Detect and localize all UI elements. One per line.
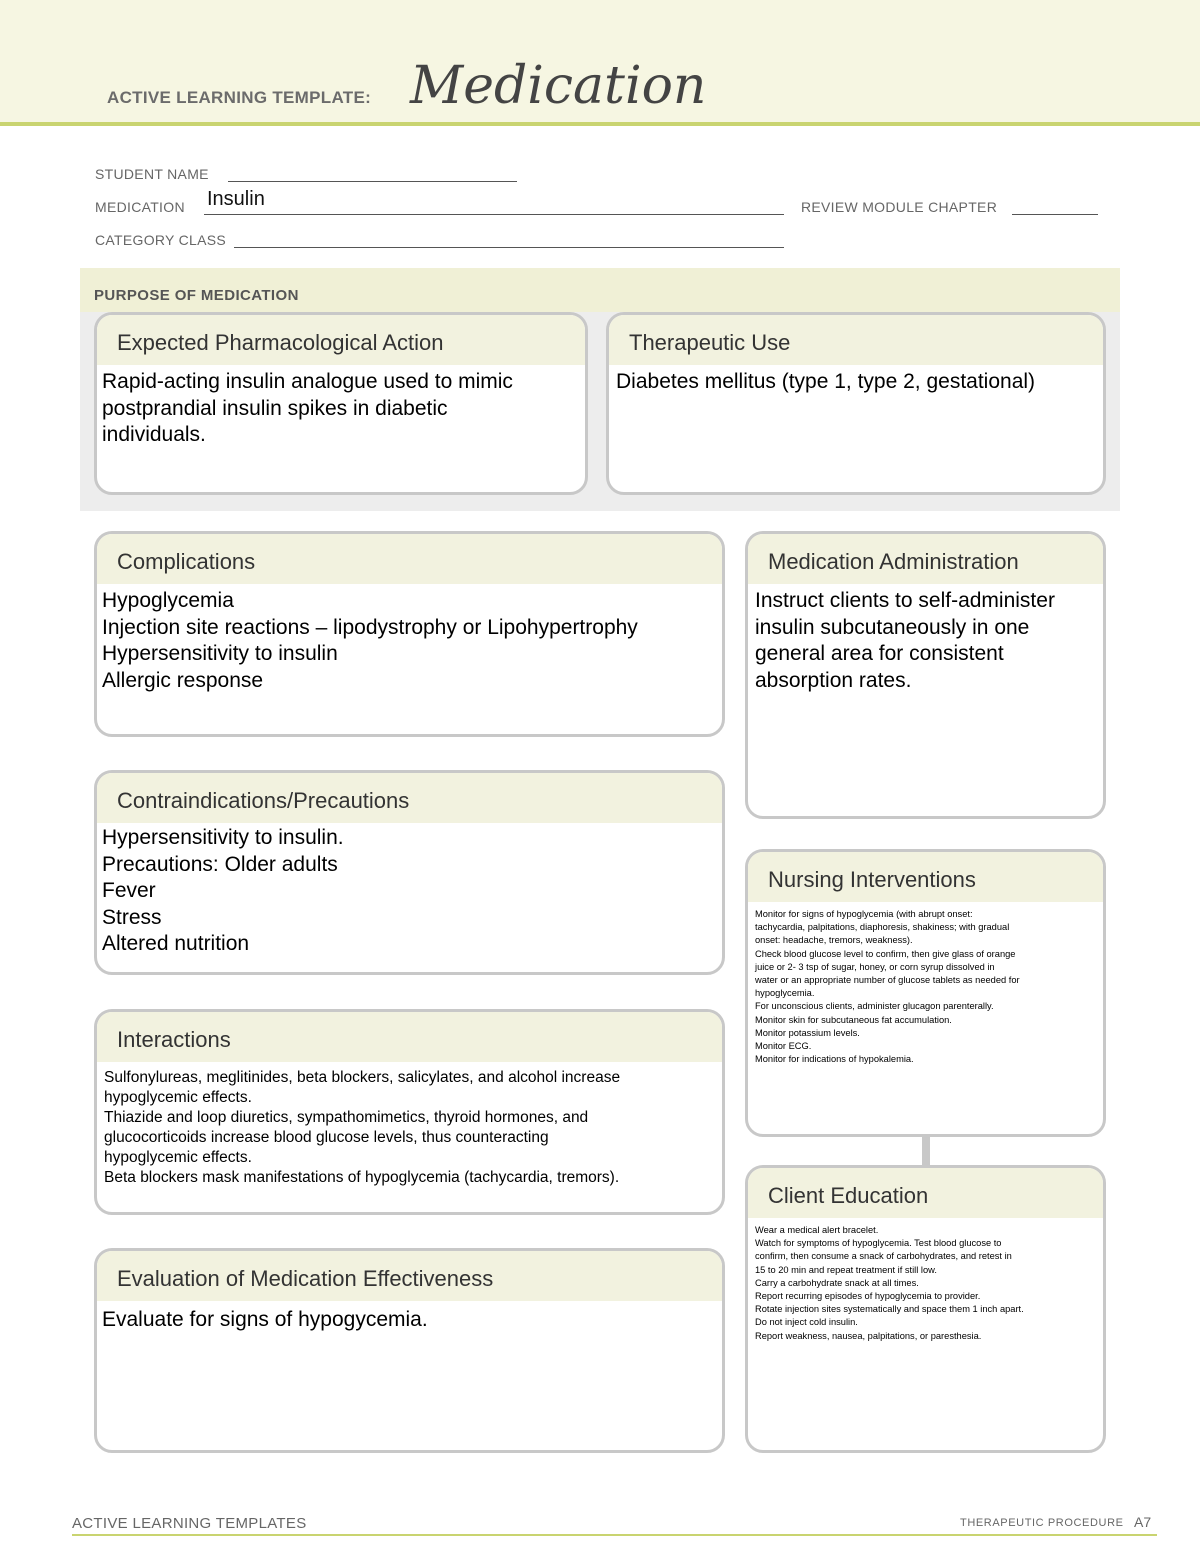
complications-title: Complications [97,534,722,584]
nursing-interventions-title: Nursing Interventions [748,852,1103,902]
text-line: juice or 2- 3 tsp of sugar, honey, or corn syrup dissolved in [755,961,995,972]
text-line: Report weakness, nausea, palpitations, or paresthesia. [755,1330,982,1341]
category-class-field[interactable] [234,247,784,248]
client-education-title: Client Education [748,1168,1103,1218]
administration-box [745,531,1106,819]
expected-action-text [102,369,581,449]
text-line: Beta blockers mask manifestations of hypoglycemia (tachycardia, tremors). [104,1169,620,1186]
nursing-interventions-text [755,908,1099,1066]
category-class-label: CATEGORY CLASS [95,232,227,248]
text-line: insulin subcutaneously in one [755,615,1030,639]
text-line: Wear a medical alert bracelet. [755,1225,879,1235]
text-line: Rapid-acting insulin analogue used to mimic [102,370,513,393]
text-line: Injection site reactions – lipodystrophy or Lipohypertrophy [102,615,638,639]
text-line: postprandial insulin spikes in diabetic [102,396,448,420]
purpose-label: PURPOSE OF MEDICATION [94,287,299,304]
text-line: Hypersensitivity to insulin [102,642,338,665]
text-line: Hypoglycemia [102,589,234,612]
text-line: Hypersensitivity to insulin. [102,826,344,849]
text-line: Sulfonylureas, meglitinides, beta blockers, salicylates, and alcohol increase [104,1069,621,1086]
text-line: 15 to 20 min and repeat treatment if still low. [755,1264,937,1275]
administration-title: Medication Administration [748,534,1103,584]
text-line: Altered nutrition [102,932,250,955]
text-line: Fever [102,879,156,902]
expected-action-title: Expected Pharmacological Action [97,315,585,365]
text-line: Monitor skin for subcutaneous fat accumulation. [755,1014,952,1025]
student-name-label: STUDENT NAME [95,166,209,182]
text-line: Evaluate for signs of hypogycemia. [102,1308,428,1331]
client-education-box [745,1165,1106,1453]
text-line: Precautions: Older adults [102,852,338,876]
text-line: Check blood glucose level to confirm, then give glass of orange [755,948,1016,959]
text-line: Allergic response [102,668,264,692]
text-line: Monitor for signs of hypoglycemia (with abrupt onset: [755,909,973,919]
text-line: Instruct clients to self-administer [755,589,1055,612]
text-line: Stress [102,905,162,929]
text-line: hypoglycemic effects. [104,1089,252,1106]
text-line: Diabetes mellitus (type 1, type 2, gestational) [616,370,1036,393]
evaluation-box [94,1248,725,1453]
contraindications-title: Contraindications/Precautions [97,773,722,823]
complications-box [94,531,725,737]
contraindications-text [102,825,718,958]
page-number: A7 [1134,1514,1152,1530]
complications-text [102,588,718,694]
text-line: Carry a carbohydrate snack at all times. [755,1277,919,1288]
medication-value: Insulin [207,188,265,210]
footer-left-label: ACTIVE LEARNING TEMPLATES [72,1515,307,1532]
text-line: Monitor potassium levels. [755,1027,860,1038]
text-line: hypoglycemia. [755,988,815,999]
footer-rule [72,1534,1157,1536]
text-line: confirm, then consume a snack of carbohydrates, and retest in [755,1251,1012,1262]
contraindications-box [94,770,725,975]
medication-field[interactable] [204,214,784,215]
text-line: Watch for symptoms of hypoglycemia. Test blood glucose to [755,1238,1002,1249]
evaluation-title: Evaluation of Medication Effectiveness [97,1251,722,1301]
text-line: onset: headache, tremors, weakness). [755,935,913,946]
text-line: glucocorticoids increase blood glucose levels, thus counteracting [104,1129,549,1146]
text-line: hypoglycemic effects. [104,1149,252,1166]
review-chapter-field[interactable] [1012,214,1098,215]
text-line: Report recurring episodes of hypoglycemia to provider. [755,1291,981,1302]
client-education-text [755,1224,1099,1343]
nursing-interventions-box [745,849,1106,1137]
template-label: ACTIVE LEARNING TEMPLATE: [107,88,372,107]
interactions-text [104,1068,718,1188]
text-line: individuals. [102,423,206,446]
text-line: Thiazide and loop diuretics, sympathomimetics, thyroid hormones, and [104,1109,589,1126]
text-line: absorption rates. [755,668,912,692]
expected-action-box [94,312,588,495]
evaluation-text [102,1307,718,1334]
footer-right-label: THERAPEUTIC PROCEDURE [960,1517,1124,1529]
text-line: water or an appropriate number of glucose tablets as needed for [755,975,1020,986]
text-line: tachycardia, palpitations, diaphoresis, shakiness; with gradual [755,922,1010,933]
therapeutic-use-text [616,369,1099,396]
text-line: Rotate injection sites systematically and space them 1 inch apart. [755,1304,1024,1315]
text-line: For unconscious clients, administer glucagon parenterally. [755,1001,994,1012]
header-rule [0,122,1200,126]
review-chapter-label: REVIEW MODULE CHAPTER [801,199,998,215]
therapeutic-use-title: Therapeutic Use [609,315,1103,365]
text-line: Monitor ECG. [755,1041,812,1052]
text-line: Do not inject cold insulin. [755,1317,858,1328]
text-line: Monitor for indications of hypokalemia. [755,1054,914,1065]
text-line: general area for consistent [755,642,1004,665]
therapeutic-use-box [606,312,1106,495]
box-connector [922,1135,930,1167]
template-title: Medication [410,56,707,116]
interactions-title: Interactions [97,1012,722,1062]
administration-text [755,588,1099,694]
medication-label: MEDICATION [95,199,185,215]
interactions-box [94,1009,725,1215]
student-name-field[interactable] [228,181,517,182]
